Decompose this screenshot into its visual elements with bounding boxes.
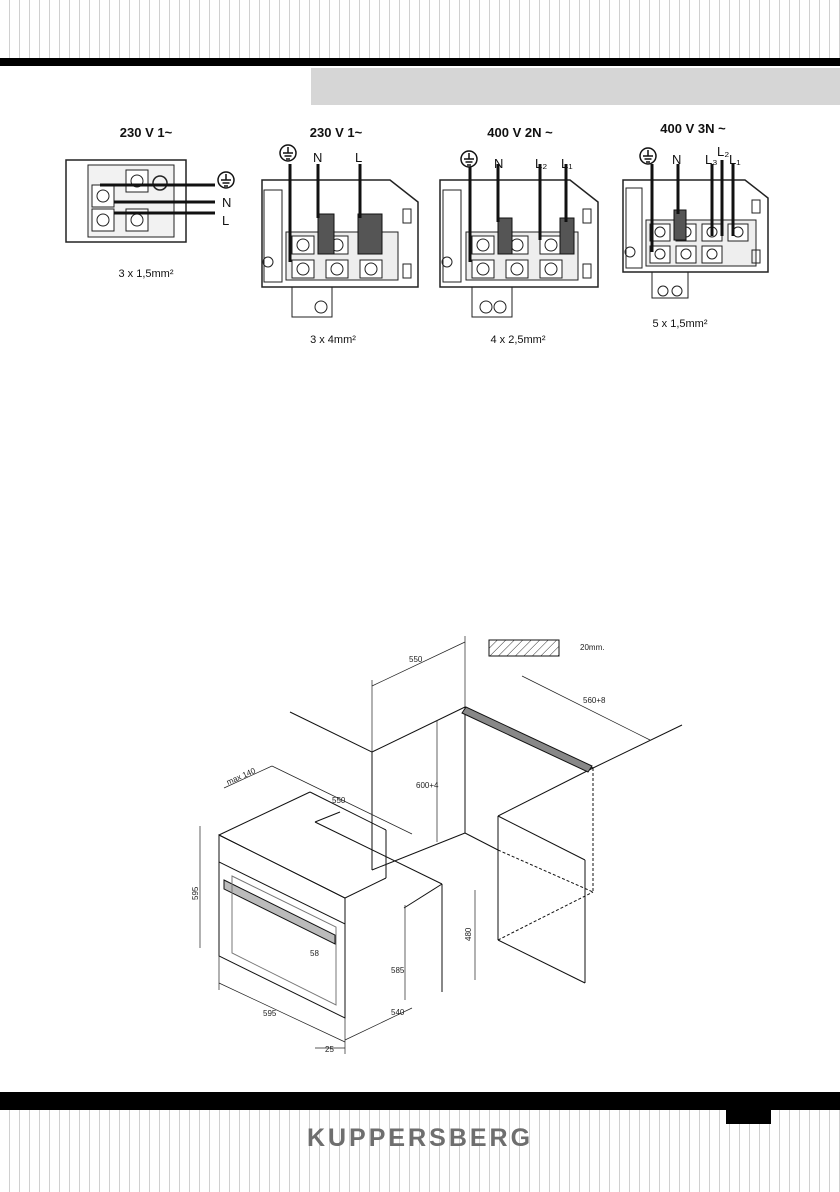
diagram-4-cable: 5 x 1,5mm²: [652, 318, 708, 330]
header-panel: [311, 68, 840, 105]
dim-oven-width: 595: [263, 1009, 277, 1018]
dim-handle: 58: [310, 949, 319, 958]
diagram-1-cable: 3 x 1,5mm²: [118, 268, 174, 280]
ground-icon: [461, 151, 477, 167]
dim-niche-depth: 550: [409, 655, 423, 664]
dim-niche-floor: 480: [464, 927, 473, 941]
dim-oven-height: 595: [191, 886, 200, 900]
wiring-diagrams: [0, 115, 840, 355]
diagram-3-label-l2: L₂: [535, 156, 548, 171]
installation-diagram: [0, 610, 840, 1070]
diagram-4-label-l2: L₂: [717, 144, 730, 159]
dim-front-depth: 25: [325, 1045, 334, 1054]
dim-worktop: 20mm.: [580, 643, 605, 652]
wiring-diagram-2: [262, 125, 418, 346]
diagram-1-label-n: N: [222, 195, 232, 210]
brand-logo: KUPPERSBERG: [306, 1124, 534, 1152]
wiring-diagram-1: [66, 125, 234, 280]
diagram-1-heading: 230 V 1~: [119, 125, 173, 140]
dim-max-depth: max 140: [225, 766, 257, 787]
dim-oven-depth: 550: [332, 796, 346, 805]
ground-icon: [640, 148, 656, 164]
diagram-4-label-n: N: [672, 152, 682, 167]
wiring-diagram-4: [623, 121, 768, 330]
diagram-4-label-l3: L₃: [705, 152, 718, 167]
header-stripes: [0, 0, 840, 58]
diagram-2-cable: 3 x 4mm²: [310, 334, 356, 346]
header-bar: [0, 58, 840, 66]
wiring-diagram-3: [440, 125, 598, 346]
diagram-3-heading: 400 V 2N ~: [487, 125, 553, 140]
ground-icon: [218, 172, 234, 188]
diagram-3-label-n: N: [494, 156, 504, 171]
dim-niche-height: 600+4: [416, 781, 439, 790]
dim-body-depth: 540: [391, 1008, 405, 1017]
diagram-2-label-n: N: [313, 150, 323, 165]
diagram-2-label-l: L: [355, 150, 363, 165]
diagram-4-heading: 400 V 3N ~: [660, 121, 726, 136]
diagram-1-label-l: L: [222, 213, 230, 228]
dim-body-height: 585: [391, 966, 405, 975]
diagram-4-label-l1: L₁: [729, 152, 741, 167]
diagram-2-heading: 230 V 1~: [309, 125, 363, 140]
footer-bar: [0, 1092, 840, 1110]
dim-niche-width: 560+8: [583, 696, 606, 705]
diagram-3-label-l1: L₁: [561, 156, 573, 171]
diagram-3-cable: 4 x 2,5mm²: [490, 334, 546, 346]
ground-icon: [280, 145, 296, 161]
page-number-tab: [726, 1104, 771, 1124]
